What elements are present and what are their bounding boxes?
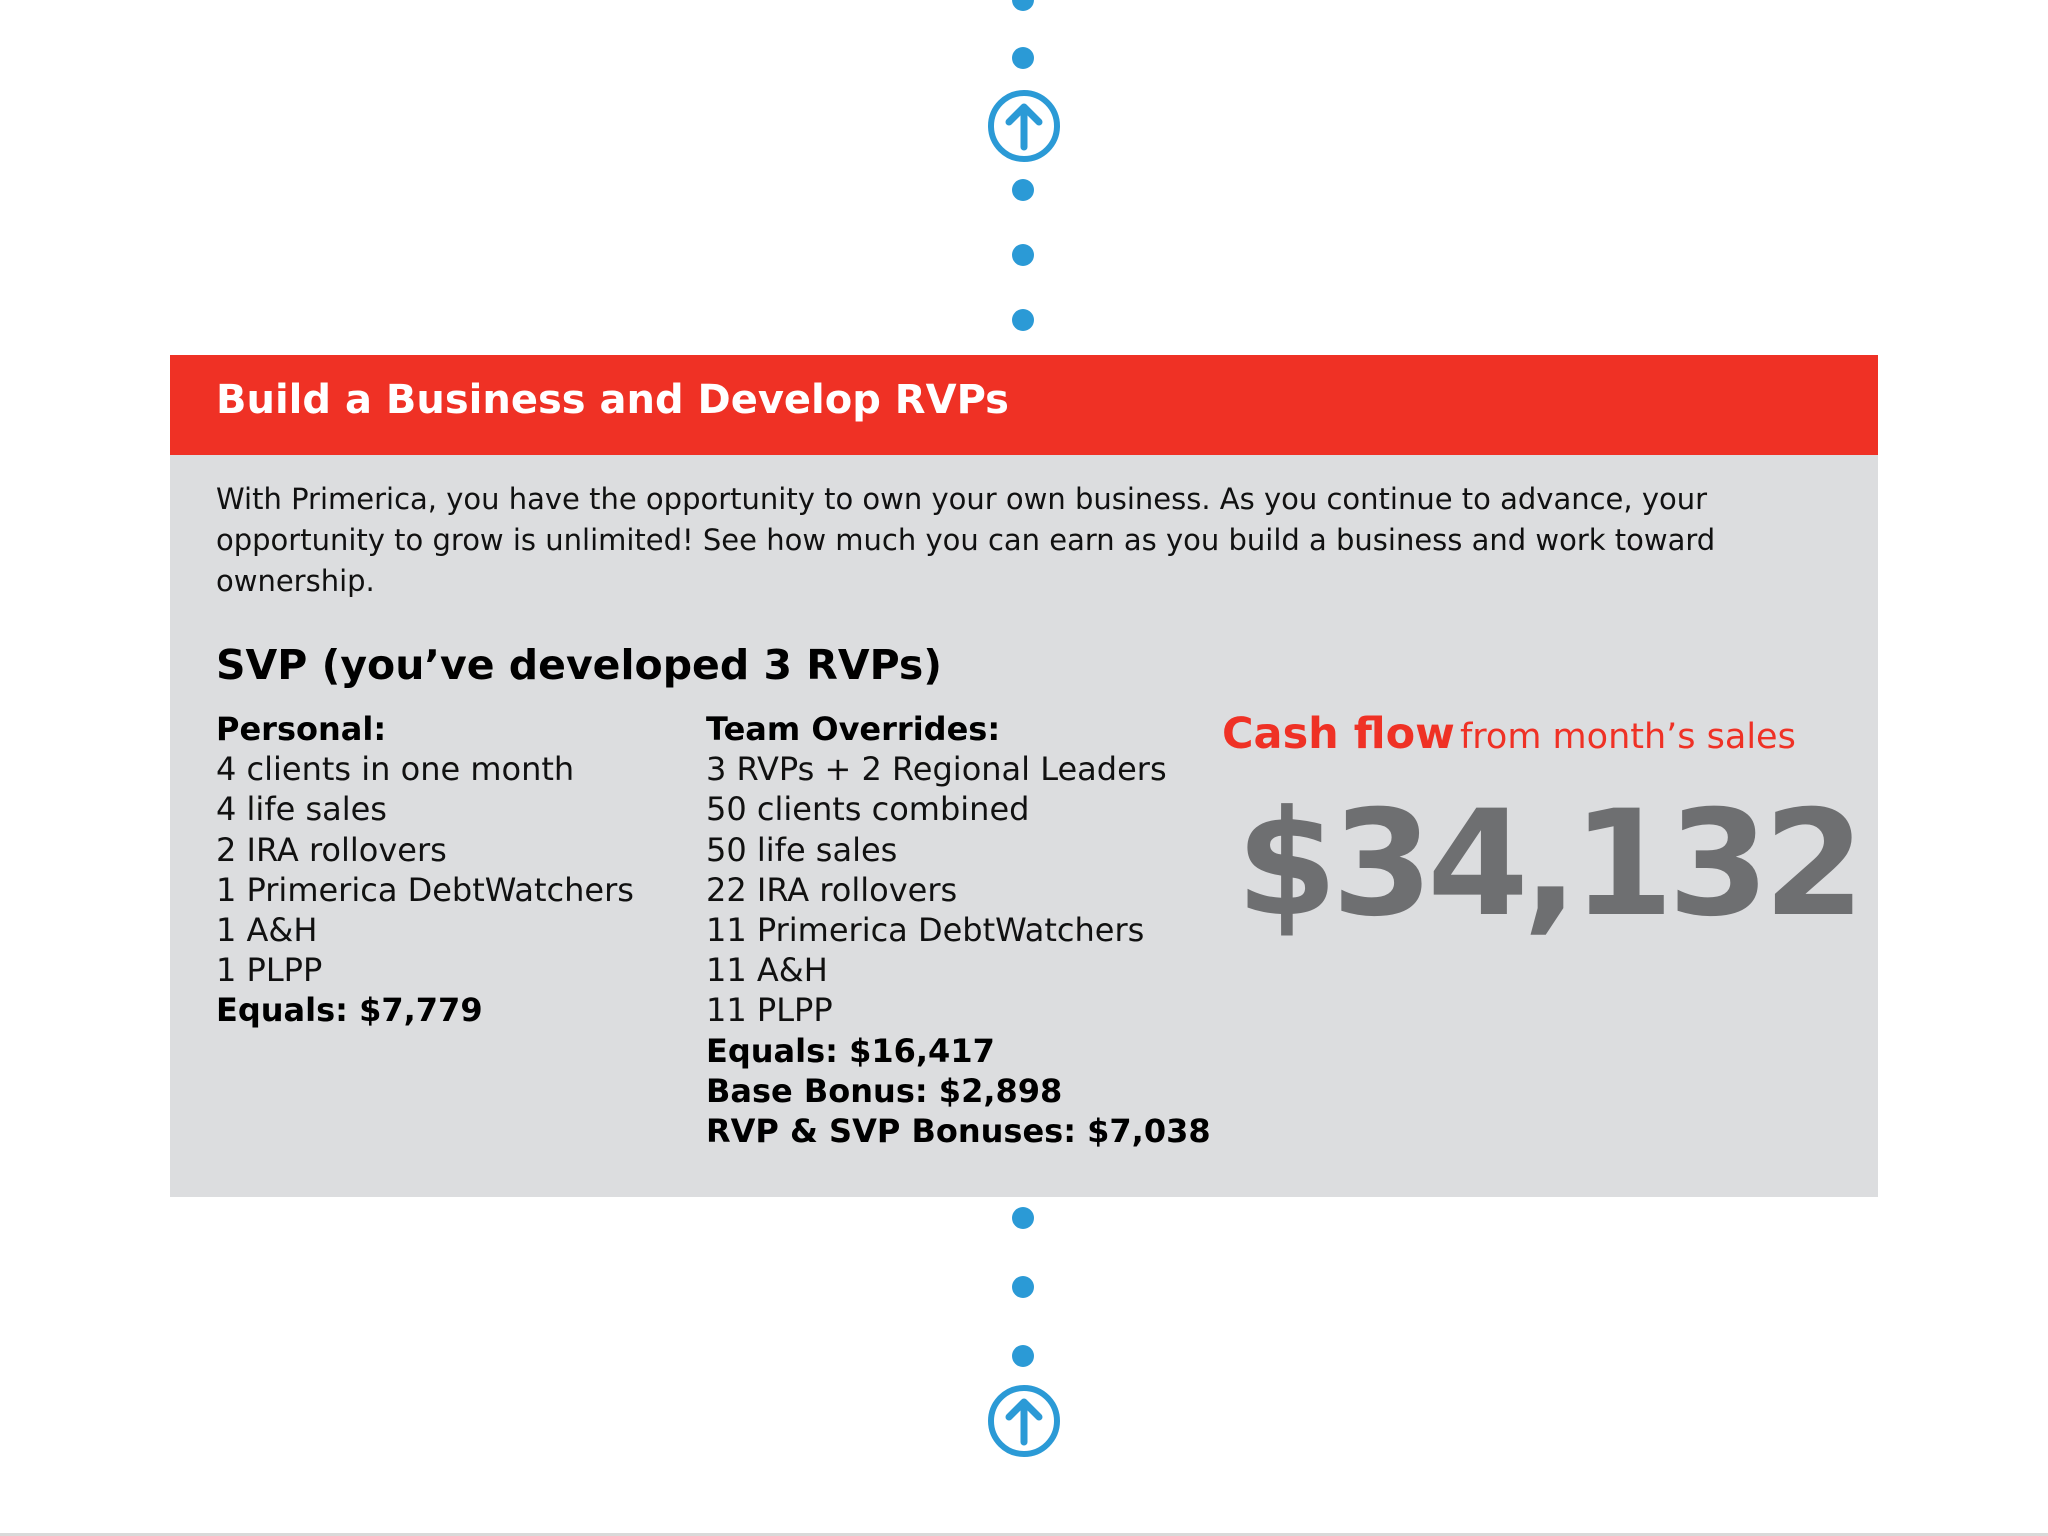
team-item: 11 PLPP — [706, 991, 833, 1030]
cashflow-label-rest: from month’s sales — [1459, 717, 1796, 757]
connector-dot — [1012, 179, 1034, 201]
arrow-up-circle-icon — [987, 89, 1061, 163]
rvp-svp-bonuses: RVP & SVP Bonuses: $7,038 — [706, 1112, 1211, 1151]
rvp-card — [170, 355, 1878, 1197]
team-item: 3 RVPs + 2 Regional Leaders — [706, 750, 1167, 789]
card-header — [170, 355, 1878, 455]
connector-dot — [1012, 1345, 1034, 1367]
personal-column — [216, 709, 634, 1031]
connector-dot — [1012, 244, 1034, 266]
connector-dot — [1012, 1276, 1034, 1298]
personal-item: 1 PLPP — [216, 951, 323, 990]
cashflow-amount: $34,132 — [1236, 779, 1859, 949]
team-item: 11 Primerica DebtWatchers — [706, 911, 1145, 950]
section-title: SVP (you’ve developed 3 RVPs) — [216, 641, 943, 689]
team-item: 22 IRA rollovers — [706, 870, 958, 909]
connector-dot — [1012, 1207, 1034, 1229]
team-item: 50 clients combined — [706, 790, 1030, 829]
personal-item: 2 IRA rollovers — [216, 830, 447, 869]
arrow-up-circle-icon — [987, 1384, 1061, 1458]
team-column — [706, 709, 1211, 1151]
team-heading: Team Overrides: — [706, 710, 1001, 748]
card-title: Build a Business and Develop RVPs — [216, 377, 1009, 423]
connector-dot — [1012, 47, 1034, 69]
cashflow-label-strong: Cash flow — [1222, 709, 1455, 759]
team-item: 11 A&H — [706, 951, 828, 990]
personal-total: Equals: $7,779 — [216, 991, 483, 1030]
personal-item: 1 Primerica DebtWatchers — [216, 870, 634, 909]
personal-heading: Personal: — [216, 710, 387, 748]
team-total: Equals: $16,417 — [706, 1031, 995, 1070]
intro-text: With Primerica, you have the opportunity to own your own business. As you continue to advance, your opportunity to grow is unlimited! See how much you can earn as you build a business and work toward ownership. — [216, 482, 1716, 598]
base-bonus: Base Bonus: $2,898 — [706, 1071, 1063, 1110]
connector-dot — [1012, 309, 1034, 331]
cashflow-label — [1222, 709, 1796, 759]
personal-item: 4 clients in one month — [216, 750, 575, 789]
team-item: 50 life sales — [706, 830, 898, 869]
personal-item: 4 life sales — [216, 790, 387, 829]
connector-dot — [1012, 0, 1034, 11]
personal-item: 1 A&H — [216, 911, 318, 950]
